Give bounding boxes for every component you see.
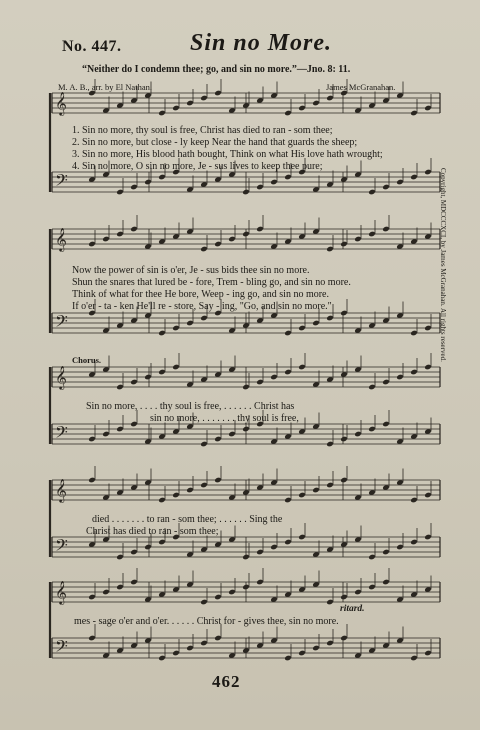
verse-4-line-2: If o'er - ta - ken He'll re - store, Say - ing, "Go, and sin no more.": [72, 301, 332, 312]
treble-clef-icon: 𝄞: [55, 478, 67, 502]
treble-clef-icon: 𝄞: [55, 365, 67, 389]
chorus-line-1-upper: Sin no more, . . . . thy soul is free, . . . . . . Christ has: [86, 401, 295, 412]
bass-clef-icon: 𝄢: [55, 422, 68, 446]
bass-clef-icon: 𝄢: [55, 311, 68, 335]
chorus-line-2-upper: died . . . . . . . to ran - som thee; . . . . . . Sing the: [92, 514, 283, 525]
words-credit: M. A. B., arr. by El Nathan.: [58, 82, 152, 92]
music-credit: James McGranahan.: [326, 82, 396, 92]
verse-2-line-1: 2. Sin no more, but close - ly keep Near the hand that guards the sheep;: [72, 137, 358, 148]
verse-3-line-2: Think of what for thee He bore, Weep - ing go, and sin no more.: [72, 289, 329, 300]
verse-3-line-1: 3. Sin no more, His blood hath bought, Think on what His love hath wrought;: [72, 149, 383, 160]
hymn-title: Sin no More.: [190, 30, 333, 56]
chorus-line-1-lower: sin no more, . . . . . . . thy soul is free,: [150, 413, 299, 424]
chorus-line-3: mes - sage o'er and o'er. . . . . . Christ for - gives thee, sin no more.: [74, 616, 339, 627]
bass-clef-icon: 𝄢: [55, 170, 68, 194]
hymn-number: No. 447.: [62, 38, 122, 55]
verse-2-line-2: Shun the snares that lured be - fore, Trem - bling go, and sin no more.: [72, 277, 351, 288]
chorus-label: Chorus.: [72, 355, 102, 365]
verse-1-line-2: Now the power of sin is o'er, Je - sus bids thee sin no more.: [72, 265, 310, 276]
scripture-reference: “Neither do I condemn thee; go, and sin no more.”—Jno. 8: 11.: [82, 64, 351, 75]
treble-clef-icon: 𝄞: [55, 227, 67, 251]
bass-clef-icon: 𝄢: [55, 636, 68, 660]
copyright-note: Copyright, MDCCCXCI, by James McGranahan. All rights reserved.: [439, 168, 447, 362]
ritard-marking: ritard.: [340, 604, 365, 614]
treble-clef-icon: 𝄞: [55, 580, 67, 604]
chorus-line-2-lower: Christ has died to ran - som thee;: [86, 526, 219, 537]
treble-clef-icon: 𝄞: [55, 91, 67, 115]
bass-clef-icon: 𝄢: [55, 535, 68, 559]
verse-4-line-1: 4. Sin no more, O sin no more, Je - sus lives to keep thee pure;: [72, 161, 323, 172]
page-number: 462: [212, 672, 241, 691]
verse-1-line-1: 1. Sin no more, thy soul is free, Christ has died to ran - som thee;: [72, 125, 333, 136]
